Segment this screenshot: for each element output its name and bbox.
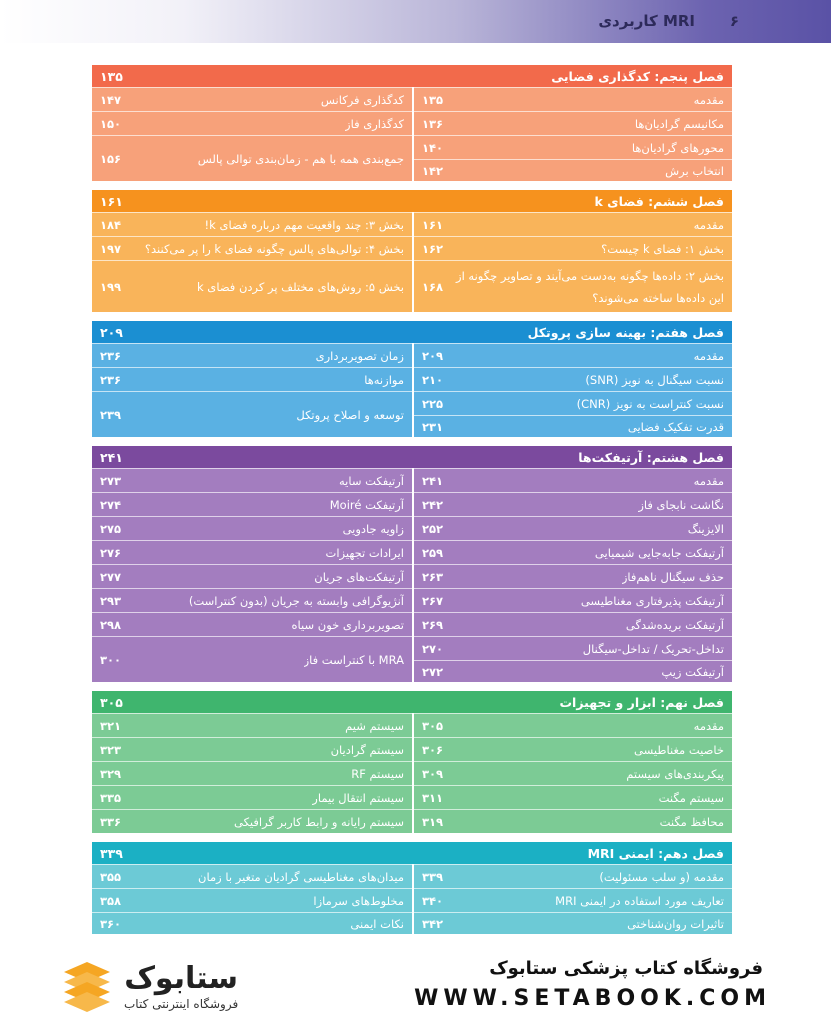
entry-page: ۳۲۹ [100, 766, 122, 781]
entry-title: آرتیفکت جابه‌جایی شیمیایی [594, 545, 724, 560]
entry-page: ۱۵۰ [100, 116, 122, 131]
chapter-page: ۲۴۱ [100, 449, 123, 465]
entry-title: نکات ایمنی [350, 916, 404, 931]
entry-title: بخش ۴: توالی‌های پالس چگونه فضای k را پر می‌کنند؟ [144, 241, 404, 256]
table-of-contents [92, 65, 732, 943]
toc-entry[interactable] [414, 111, 732, 135]
toc-entry[interactable] [414, 415, 732, 437]
entry-title: کدگذاری فرکانس [320, 92, 404, 107]
entry-page: ۳۳۹ [422, 869, 444, 884]
left-column [92, 87, 412, 181]
entry-page: ۱۶۲ [422, 241, 444, 256]
entry-title: بخش ۱: فضای k چیست؟ [601, 241, 724, 256]
toc-entry[interactable] [414, 785, 732, 809]
toc-entry[interactable] [92, 864, 412, 888]
entry-title: الایزینگ [687, 521, 724, 536]
entry-title: آنژیوگرافی وابسته به جریان (بدون کنتراست) [188, 593, 404, 608]
store-logo[interactable] [60, 960, 238, 1014]
chapter-heading[interactable] [92, 321, 732, 343]
toc-entry[interactable] [414, 912, 732, 934]
entry-title: موازنه‌ها [364, 372, 404, 387]
toc-entry[interactable] [92, 516, 412, 540]
entry-title: جمع‌بندی همه با هم - زمان‌بندی توالی پالس [197, 151, 404, 166]
toc-entry[interactable] [92, 540, 412, 564]
chapter-section [92, 321, 732, 437]
toc-entry[interactable] [92, 212, 412, 236]
entry-title: نسبت کنتراست به نویز (CNR) [576, 396, 724, 411]
toc-entry[interactable] [414, 612, 732, 636]
left-column [92, 343, 412, 437]
entry-page: ۲۳۱ [422, 419, 444, 434]
chapter-title: فصل هفتم: بهینه سازی پروتکل [527, 324, 724, 340]
entry-page: ۳۳۶ [100, 814, 122, 829]
toc-entry[interactable] [92, 912, 412, 934]
left-column [92, 212, 412, 312]
chapter-page: ۳۳۹ [100, 845, 123, 861]
toc-entry[interactable] [414, 864, 732, 888]
entry-page: ۳۱۱ [422, 790, 444, 805]
entry-title: انتخاب برش [665, 163, 724, 178]
toc-entry[interactable] [414, 135, 732, 159]
entry-page: ۲۷۵ [100, 521, 122, 536]
toc-entry[interactable] [414, 713, 732, 737]
right-column [412, 343, 732, 437]
chapter-section [92, 691, 732, 833]
chapter-section [92, 446, 732, 682]
entry-title: آرتیفکت‌های جریان [314, 569, 404, 584]
entry-page: ۲۷۶ [100, 545, 122, 560]
entry-page: ۲۱۰ [422, 372, 444, 387]
toc-entry[interactable] [414, 87, 732, 111]
toc-entry[interactable] [414, 636, 732, 660]
entry-page: ۲۵۲ [422, 521, 444, 536]
entry-page: ۲۹۳ [100, 593, 122, 608]
entry-title: مقدمه [693, 473, 724, 488]
toc-entry[interactable] [414, 588, 732, 612]
entry-title: آرتیفکت سایه [338, 473, 404, 488]
logo-book-icon [60, 960, 114, 1014]
toc-entry[interactable] [92, 343, 412, 367]
toc-entry[interactable] [92, 391, 412, 437]
entry-page: ۱۴۰ [422, 140, 444, 155]
entry-page: ۲۴۱ [422, 473, 444, 488]
chapter-page: ۲۰۹ [100, 324, 123, 340]
chapter-section [92, 190, 732, 312]
toc-entry[interactable] [414, 236, 732, 260]
entry-title: سیستم رایانه و رابط کاربر گرافیکی [233, 814, 404, 829]
toc-entry[interactable] [414, 516, 732, 540]
toc-entry[interactable] [92, 737, 412, 761]
entry-title: کدگذاری فاز [345, 116, 404, 131]
right-column [412, 212, 732, 312]
toc-entry[interactable] [414, 737, 732, 761]
entry-page: ۲۷۴ [100, 497, 122, 512]
toc-entry[interactable] [414, 761, 732, 785]
entry-page: ۲۳۹ [100, 407, 122, 422]
entry-page: ۲۹۸ [100, 617, 122, 632]
logo-wordmark: ستابوک [124, 961, 238, 996]
entry-title: مقدمه [693, 217, 724, 232]
entry-page: ۱۴۲ [422, 163, 444, 178]
entry-page: ۳۰۶ [422, 742, 444, 757]
toc-entry[interactable] [92, 111, 412, 135]
toc-entry[interactable] [92, 260, 412, 312]
entry-title: مخلوط‌های سرمازا [313, 893, 404, 908]
entry-title: بخش ۳: چند واقعیت مهم درباره فضای k! [204, 217, 404, 232]
toc-entry[interactable] [414, 159, 732, 181]
toc-entry[interactable] [92, 367, 412, 391]
chapter-title: فصل هشتم: آرتیفکت‌ها [578, 449, 724, 465]
entry-page: ۳۴۰ [422, 893, 444, 908]
toc-entry[interactable] [414, 660, 732, 682]
right-column [412, 87, 732, 181]
chapter-heading[interactable] [92, 65, 732, 87]
header-page-number: ۶ [729, 12, 739, 30]
entry-title: بخش ۵: روش‌های مختلف پر کردن فضای k [196, 279, 404, 294]
right-column [412, 864, 732, 934]
entry-title: زمان تصویربرداری [315, 348, 404, 363]
entry-title: توسعه و اصلاح پروتکل [296, 407, 404, 422]
toc-entry[interactable] [92, 713, 412, 737]
entry-page: ۳۲۳ [100, 742, 122, 757]
toc-entry[interactable] [92, 588, 412, 612]
entry-title: آرتیفکت Moiré [329, 497, 404, 512]
entry-title: محورهای گرادیان‌ها [631, 140, 724, 155]
toc-entry[interactable] [92, 612, 412, 636]
toc-entry[interactable] [92, 492, 412, 516]
entry-title: میدان‌های مغناطیسی گرادیان متغیر با زمان [198, 869, 404, 884]
toc-entry[interactable] [414, 492, 732, 516]
toc-entry[interactable] [92, 135, 412, 181]
chapter-title: فصل پنجم: کدگذاری فضایی [551, 68, 724, 84]
entry-page: ۲۳۶ [100, 372, 122, 387]
entry-title: پیکربندی‌های سیستم [626, 766, 724, 781]
entry-title: مکانیسم گرادیان‌ها [634, 116, 724, 131]
entry-title: آرتیفکت زیپ [661, 664, 724, 679]
left-column [92, 864, 412, 934]
page-header [0, 0, 831, 43]
entry-title: تاثیرات روان‌شناختی [627, 916, 724, 931]
entry-page: ۱۳۶ [422, 116, 444, 131]
toc-entry[interactable] [414, 260, 732, 312]
toc-entry[interactable] [92, 468, 412, 492]
chapter-section [92, 65, 732, 181]
entry-page: ۲۲۵ [422, 396, 444, 411]
entry-title: سیستم گرادیان [330, 742, 404, 757]
entry-page: ۱۴۷ [100, 92, 122, 107]
entry-page: ۱۳۵ [422, 92, 444, 107]
entry-title: MRA با کنتراست فاز [303, 652, 404, 667]
store-url-link[interactable]: WWW.SETABOOK.COM [414, 986, 771, 1011]
entry-title: نگاشت نابجای فاز [638, 497, 724, 512]
entry-title: محافظ مگنت [659, 814, 724, 829]
chapter-page: ۳۰۵ [100, 694, 123, 710]
entry-page: ۲۵۹ [422, 545, 444, 560]
entry-page: ۱۶۸ [422, 279, 444, 294]
chapter-heading[interactable] [92, 691, 732, 713]
entry-title: سیستم انتقال بیمار [312, 790, 404, 805]
toc-entry[interactable] [414, 888, 732, 912]
entry-page: ۳۵۸ [100, 893, 122, 908]
chapter-heading[interactable] [92, 190, 732, 212]
entry-page: ۲۷۷ [100, 569, 122, 584]
entry-page: ۲۷۳ [100, 473, 122, 488]
toc-entry[interactable] [92, 564, 412, 588]
entry-page: ۱۹۷ [100, 241, 122, 256]
entry-title: حذف سیگنال ناهم‌فاز [621, 569, 724, 584]
toc-entry[interactable] [414, 540, 732, 564]
entry-title: تصویربرداری خون سیاه [291, 617, 404, 632]
logo-subtitle: فروشگاه اینترنتی کتاب [124, 997, 239, 1011]
entry-page: ۲۷۲ [422, 664, 444, 679]
toc-entry[interactable] [92, 785, 412, 809]
entry-page: ۱۶۱ [422, 217, 444, 232]
entry-title: سیستم RF [351, 766, 404, 781]
entry-title: قدرت تفکیک فضایی [627, 419, 724, 434]
chapter-title: فصل دهم: ایمنی MRI [587, 845, 724, 861]
entry-title: ایرادات تجهیزات [325, 545, 404, 560]
entry-page: ۳۲۱ [100, 718, 122, 733]
entry-title: خاصیت مغناطیسی [634, 742, 724, 757]
entry-title: زاویه جادویی [342, 521, 404, 536]
left-column [92, 468, 412, 682]
chapter-title: فصل ششم: فضای k [594, 193, 724, 209]
entry-page: ۱۹۹ [100, 279, 122, 294]
entry-page: ۲۴۲ [422, 497, 444, 512]
toc-entry[interactable] [92, 761, 412, 785]
chapter-heading[interactable] [92, 446, 732, 468]
entry-title: مقدمه [693, 92, 724, 107]
toc-entry[interactable] [92, 809, 412, 833]
entry-page: ۳۴۲ [422, 916, 444, 931]
entry-page: ۳۰۰ [100, 652, 122, 667]
chapter-page: ۱۳۵ [100, 68, 123, 84]
entry-page: ۲۶۹ [422, 617, 444, 632]
toc-entry[interactable] [414, 564, 732, 588]
toc-entry[interactable] [414, 391, 732, 415]
entry-title: سیستم مگنت [658, 790, 724, 805]
entry-page: ۱۸۴ [100, 217, 122, 232]
entry-page: ۳۱۹ [422, 814, 444, 829]
entry-page: ۲۶۷ [422, 593, 444, 608]
toc-entry[interactable] [92, 888, 412, 912]
entry-title: سیستم شیم [345, 718, 404, 733]
left-column [92, 713, 412, 833]
right-column [412, 713, 732, 833]
entry-page: ۲۶۳ [422, 569, 444, 584]
entry-title: مقدمه [693, 718, 724, 733]
chapter-section [92, 842, 732, 934]
toc-entry[interactable] [92, 236, 412, 260]
entry-page: ۲۳۶ [100, 348, 122, 363]
toc-entry[interactable] [414, 212, 732, 236]
entry-page: ۳۰۵ [422, 718, 444, 733]
toc-entry[interactable] [414, 367, 732, 391]
chapter-heading[interactable] [92, 842, 732, 864]
entry-title: تداخل-تحریک / تداخل-سیگنال [582, 641, 724, 656]
entry-title: مقدمه (و سلب مسئولیت) [599, 869, 724, 884]
entry-page: ۳۵۵ [100, 869, 122, 884]
entry-title: نسبت سیگنال به نویز (SNR) [585, 372, 724, 387]
entry-title: مقدمه [693, 348, 724, 363]
chapter-page: ۱۶۱ [100, 193, 123, 209]
entry-page: ۲۰۹ [422, 348, 444, 363]
toc-entry[interactable] [92, 636, 412, 682]
entry-page: ۲۷۰ [422, 641, 444, 656]
entry-page: ۳۶۰ [100, 916, 122, 931]
toc-entry[interactable] [414, 343, 732, 367]
entry-page: ۳۳۵ [100, 790, 122, 805]
right-column [412, 468, 732, 682]
store-name: فروشگاه کتاب پزشکی ستابوک [489, 958, 763, 979]
chapter-title: فصل نهم: ابزار و تجهیزات [559, 694, 724, 710]
entry-title: بخش ۲: داده‌ها چگونه به‌دست می‌آیند و تصاویر چگونه از این داده‌ها ساخته می‌شوند؟ [456, 268, 724, 305]
entry-page: ۱۵۶ [100, 151, 122, 166]
toc-entry[interactable] [92, 87, 412, 111]
header-title: MRI کاربردی [598, 12, 695, 30]
entry-page: ۳۰۹ [422, 766, 444, 781]
toc-entry[interactable] [414, 809, 732, 833]
entry-title: آرتیفکت بریده‌شدگی [625, 617, 724, 632]
toc-entry[interactable] [414, 468, 732, 492]
entry-title: آرتیفکت پذیرفتاری مغناطیسی [580, 593, 724, 608]
entry-title: تعاریف مورد استفاده در ایمنی MRI [555, 893, 724, 908]
